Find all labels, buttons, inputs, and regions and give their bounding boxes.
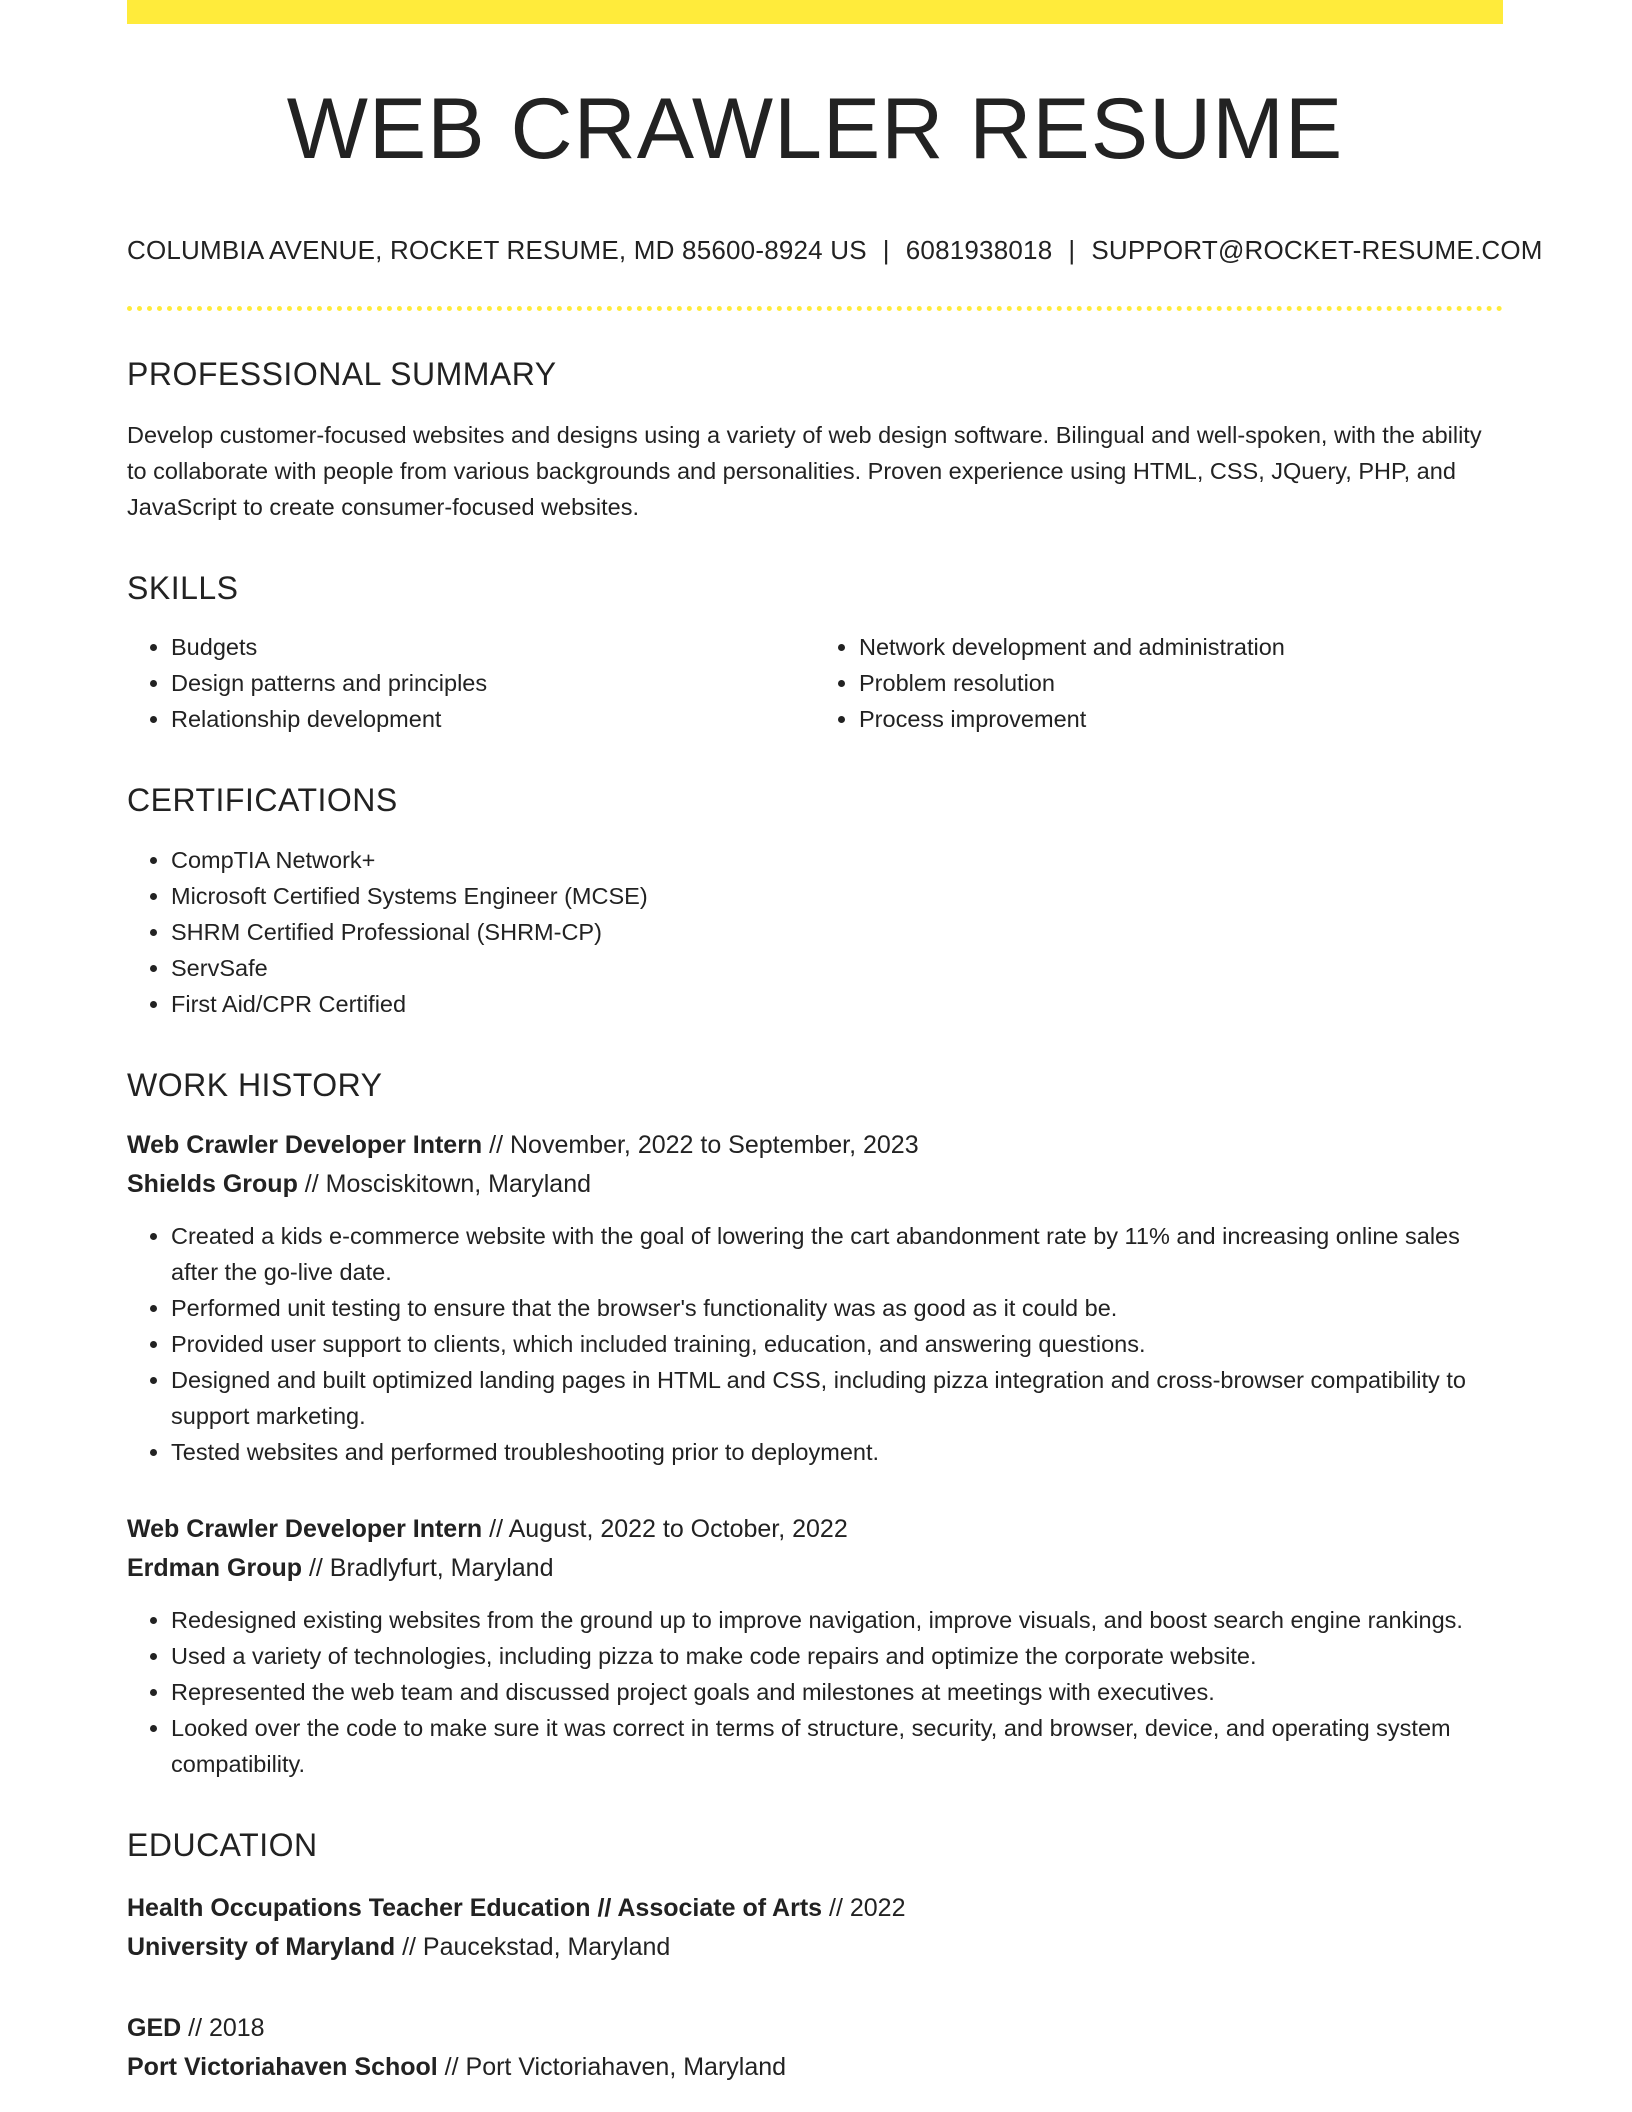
education-degree-line xyxy=(127,1889,1503,1928)
education-school: Port Victoriahaven School xyxy=(127,2052,438,2081)
education-school-line xyxy=(127,1928,1503,1967)
certification-item: • ServSafe xyxy=(171,950,1503,986)
job-location: // Bradlyfurt, Maryland xyxy=(302,1554,554,1583)
skills-heading: SKILLS xyxy=(127,569,239,606)
resume-title: WEB CRAWLER RESUME xyxy=(286,81,1344,177)
work-history-heading: WORK HISTORY xyxy=(127,1066,383,1103)
job-bullet: • Provided user support to clients, which included training, education, and answering questions. xyxy=(171,1326,1503,1362)
contact-line xyxy=(127,234,1543,266)
job-title-line xyxy=(127,1510,1503,1549)
contact-separator: | xyxy=(1068,234,1076,265)
job-location: // Mosciskitown, Maryland xyxy=(297,1170,591,1199)
certifications-list xyxy=(127,842,1503,1022)
education-degree: Health Occupations Teacher Education // Associate of Arts xyxy=(127,1893,823,1922)
job-title: Web Crawler Developer Intern xyxy=(127,1131,483,1160)
contact-email: SUPPORT@ROCKET-RESUME.COM xyxy=(1091,234,1543,265)
certification-item: • SHRM Certified Professional (SHRM-CP) xyxy=(171,914,1503,950)
job-company-line xyxy=(127,1549,1503,1588)
education-location: // Paucekstad, Maryland xyxy=(395,1932,671,1961)
accent-top-bar xyxy=(127,0,1503,24)
education-entry xyxy=(127,1889,1503,1967)
job-bullets xyxy=(127,1218,1503,1470)
job-bullets xyxy=(127,1602,1503,1782)
skills-right-list xyxy=(815,629,1503,737)
job-bullet: • Designed and built optimized landing pages in HTML and CSS, including pizza integration and cross-browser compatibility to support marketing. xyxy=(171,1362,1503,1434)
job-title-line xyxy=(127,1126,1503,1165)
education-year: // 2018 xyxy=(181,2013,265,2042)
skill-item: • Relationship development xyxy=(171,701,815,737)
contact-address: COLUMBIA AVENUE, ROCKET RESUME, MD 85600-8924 US xyxy=(127,234,867,265)
skill-item: • Network development and administration xyxy=(859,629,1503,665)
job-bullet: • Tested websites and performed troubleshooting prior to deployment. xyxy=(171,1434,1503,1470)
education-degree: GED xyxy=(127,2013,182,2042)
job-bullet: • Represented the web team and discussed project goals and milestones at meetings with executives. xyxy=(171,1674,1503,1710)
education-school-line xyxy=(127,2048,1503,2087)
job-dates: // November, 2022 to September, 2023 xyxy=(482,1131,919,1160)
job-company: Erdman Group xyxy=(127,1554,303,1583)
job-bullet: • Looked over the code to make sure it was correct in terms of structure, security, and browser, device, and operating system compatibility. xyxy=(171,1710,1503,1782)
skill-item: • Problem resolution xyxy=(859,665,1503,701)
skill-item: • Design patterns and principles xyxy=(171,665,815,701)
certifications-heading: CERTIFICATIONS xyxy=(127,782,398,819)
skill-item: • Budgets xyxy=(171,629,815,665)
education-entry xyxy=(127,2009,1503,2087)
skills-columns xyxy=(127,629,1503,737)
contact-phone: 6081938018 xyxy=(905,234,1053,265)
education-degree-line xyxy=(127,2009,1503,2048)
education-heading: EDUCATION xyxy=(127,1827,318,1864)
job-title: Web Crawler Developer Intern xyxy=(127,1515,483,1544)
job-company-line xyxy=(127,1165,1503,1204)
job-company: Shields Group xyxy=(127,1170,298,1199)
certification-item: • First Aid/CPR Certified xyxy=(171,986,1503,1022)
job-bullet: • Redesigned existing websites from the ground up to improve navigation, improve visuals, and boost search engine rankings. xyxy=(171,1602,1503,1638)
job-entry xyxy=(127,1126,1503,1470)
contact-separator: | xyxy=(882,234,890,265)
education-year: // 2022 xyxy=(822,1893,906,1922)
job-bullet: • Used a variety of technologies, including pizza to make code repairs and optimize the corporate website. xyxy=(171,1638,1503,1674)
summary-heading: PROFESSIONAL SUMMARY xyxy=(127,355,557,392)
dotted-divider xyxy=(127,306,1503,311)
skills-left-list xyxy=(127,629,815,737)
resume-page xyxy=(127,0,1543,2087)
job-dates: // August, 2022 to October, 2022 xyxy=(482,1515,848,1544)
job-bullet: • Performed unit testing to ensure that the browser's functionality was as good as it could be. xyxy=(171,1290,1503,1326)
summary-text: Develop customer-focused websites and designs using a variety of web design software. Bilingual and well-spoken, with the ability to collaborate with people from various backgrounds and personalities. Proven experience using HTML, CSS, JQuery, PHP, and JavaScript to create consumer-focused websites. xyxy=(127,421,1482,520)
certification-item: • Microsoft Certified Systems Engineer (MCSE) xyxy=(171,878,1503,914)
education-school: University of Maryland xyxy=(127,1932,396,1961)
skill-item: • Process improvement xyxy=(859,701,1503,737)
education-location: // Port Victoriahaven, Maryland xyxy=(437,2052,787,2081)
certification-item: • CompTIA Network+ xyxy=(171,842,1503,878)
job-bullet: • Created a kids e-commerce website with the goal of lowering the cart abandonment rate by 11% and increasing online sales after the go-live date. xyxy=(171,1218,1503,1290)
job-entry xyxy=(127,1510,1503,1782)
